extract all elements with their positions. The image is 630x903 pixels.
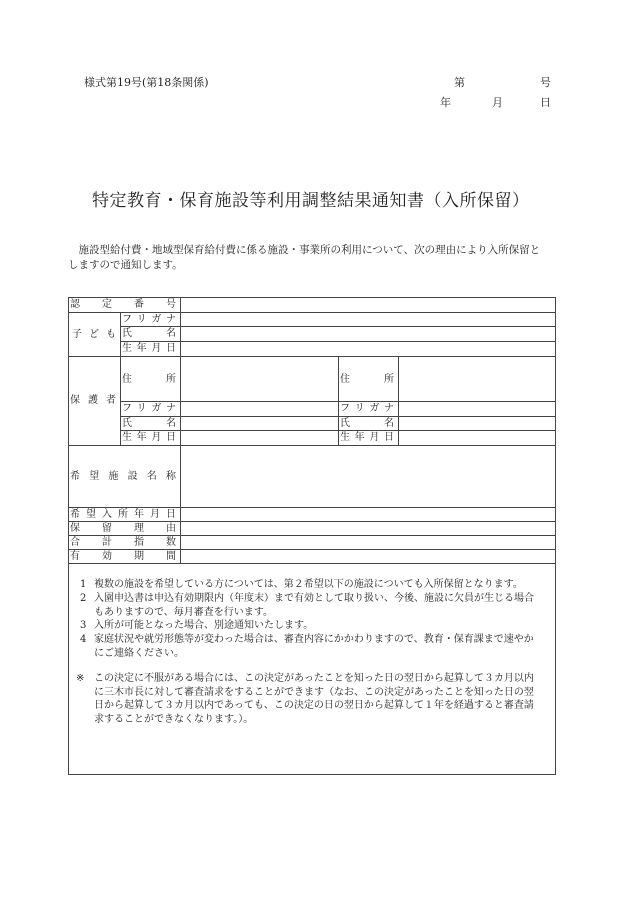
guardian-label: 保 護 者 [70,395,116,406]
validity-label: 有 効 期 間 [70,551,176,562]
total-index-label: 合 計 指 数 [70,537,176,548]
date-month: 月 [492,96,503,109]
date-year: 年 [440,96,451,109]
number-go: 号 [540,76,551,89]
facility-name-label: 希 望 施 設 名 称 [70,471,176,482]
document-title: 特定教育・保育施設等利用調整結果通知書（入所保留） [92,191,530,211]
guardian1-name-label: 氏 名 [122,418,176,429]
form-number: 様式第19号(第18条関係) [84,76,209,89]
note-3: 3 入所が可能となった場合、別途通知いたします。 [80,620,314,631]
guardian2-name-label: 氏 名 [340,418,394,429]
guardian1-furigana-label: フ リ ガ ナ [122,403,176,414]
child-furigana-label: フ リ ガ ナ [122,314,176,325]
cert-number-label: 認 定 番 号 [70,299,176,310]
note-4: 4 家庭状況や就労形態等が変わった場合は、審査内容にかかわりますので、教育・保育課まで速やかにご連絡ください。 [80,634,534,659]
child-name-label: 氏 名 [122,328,176,339]
reason-label: 保 留 理 由 [70,523,176,534]
desired-date-label: 希 望 入 所 年 月 日 [70,509,176,520]
appeal-notice: ※ この決定に不服がある場合には、この決定があったことを知った日の翌日から起算して３カ月以内に三木市長に対して審査請求をすることができます（なお、この決定があったことを知った日の翌日から起算して３カ月以内であっても、この決定の日の翌日から起算して１年を経過すると審査請求することができなくなります。）。 [76,673,534,725]
intro-text: 施設型給付費・地域型保育給付費に係る施設・事業所の利用について、次の理由により入所保留としますので通知します。 [68,244,541,271]
child-label: 子 ど も [72,329,116,340]
guardian2-address-label: 住 所 [340,374,394,385]
guardian1-birthdate-label: 生 年 月 日 [122,432,176,443]
number-dai: 第 [454,76,465,89]
date-day: 日 [540,96,551,109]
guardian2-furigana-label: フ リ ガ ナ [340,403,394,414]
note-1: 1 複数の施設を希望している方については、第２希望以下の施設についても入所保留となります。 [80,579,523,590]
note-2: 2 入園申込書は申込有効期限内（年度末）まで有効として取り扱い、今後、施設に欠員が生じる場合もありますので、毎月審査を行います。 [80,593,534,618]
guardian1-address-label: 住 所 [122,374,176,385]
guardian2-birthdate-label: 生 年 月 日 [340,432,394,443]
child-birthdate-label: 生 年 月 日 [122,343,176,354]
